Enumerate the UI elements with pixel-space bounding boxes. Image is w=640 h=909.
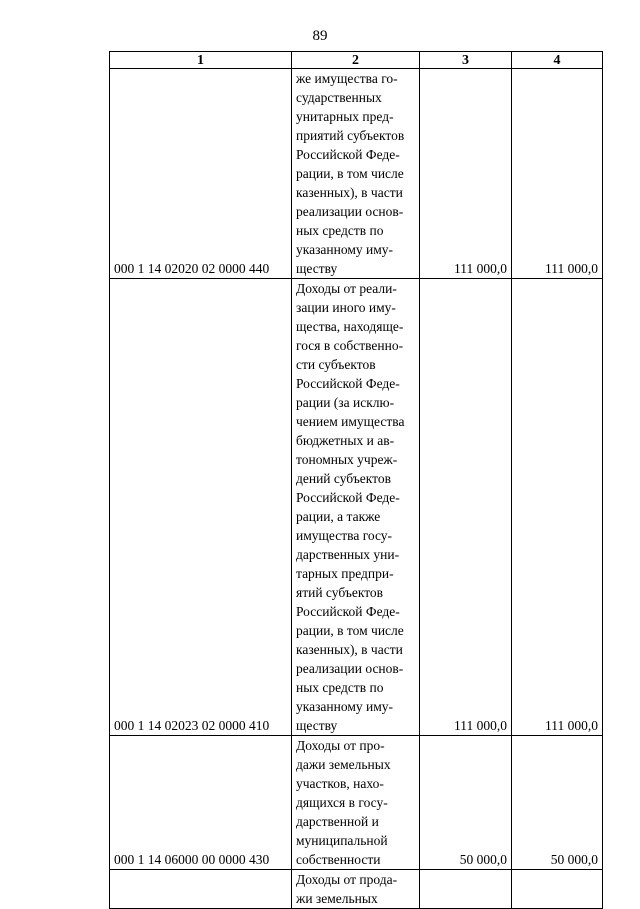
name-line: тарных предпри-	[296, 566, 394, 581]
name-line: дарственной и	[296, 814, 379, 829]
name-line: сударственных	[296, 90, 382, 105]
name-line: собственности	[296, 852, 381, 867]
name-line: Российской Феде-	[296, 376, 400, 391]
revenue-name-cell	[292, 279, 420, 736]
amount-cell-col3: 50 000,0	[420, 736, 512, 870]
name-line: дений субъектов	[296, 471, 392, 486]
name-line: Доходы от реали-	[296, 281, 397, 296]
revenue-code-cell: 000 1 14 02020 02 0000 440	[110, 69, 292, 279]
name-line: Российской Феде-	[296, 604, 400, 619]
name-line: рации, в том числе	[296, 623, 404, 638]
name-line: указанному иму-	[296, 699, 394, 714]
name-line: тономных учреж-	[296, 452, 398, 467]
name-line: Российской Феде-	[296, 490, 400, 505]
budget-revenue-table	[109, 51, 603, 909]
page-number: 89	[312, 28, 328, 44]
amount-cell-col3: 111 000,0	[420, 279, 512, 736]
table-row	[110, 870, 603, 909]
amount-cell-col4	[512, 870, 603, 909]
name-line: щества, находяще-	[296, 319, 404, 334]
name-line: ятий субъектов	[296, 585, 384, 600]
name-line: казенных), в части	[296, 185, 403, 200]
name-line: сти субъектов	[296, 357, 376, 372]
name-line: Доходы от прода-	[296, 872, 398, 887]
name-line: гося в собственно-	[296, 338, 404, 353]
name-line: дарственных уни-	[296, 547, 400, 562]
name-line: унитарных пред-	[296, 109, 394, 124]
name-line: рации (за исклю-	[296, 395, 395, 410]
name-line: чением имущества	[296, 414, 405, 429]
revenue-code-cell	[110, 870, 292, 909]
amount-cell-col3	[420, 870, 512, 909]
name-line: приятий субъектов	[296, 128, 405, 143]
name-line: казенных), в части	[296, 642, 403, 657]
column-header-2: 2	[292, 52, 420, 69]
name-line: ществу	[296, 718, 338, 733]
table-row	[110, 279, 603, 736]
amount-cell-col3: 111 000,0	[420, 69, 512, 279]
amount-cell-col4: 111 000,0	[512, 279, 603, 736]
name-line: жи земельных	[296, 891, 378, 906]
name-line: бюджетных и ав-	[296, 433, 395, 448]
revenue-code-cell: 000 1 14 02023 02 0000 410	[110, 279, 292, 736]
name-line: же имущества го-	[296, 71, 398, 86]
name-line: муниципальной	[296, 833, 388, 848]
column-header-1: 1	[110, 52, 292, 69]
name-line: участков, нахо-	[296, 776, 384, 791]
amount-cell-col4: 111 000,0	[512, 69, 603, 279]
name-line: дящихся в госу-	[296, 795, 388, 810]
name-line: реализации основ-	[296, 204, 404, 219]
name-line: Российской Феде-	[296, 147, 400, 162]
name-line: зации иного иму-	[296, 300, 396, 315]
table-row	[110, 69, 603, 279]
column-header-4: 4	[512, 52, 603, 69]
name-line: ных средств по	[296, 223, 384, 238]
name-line: указанному иму-	[296, 242, 394, 257]
revenue-name-cell	[292, 736, 420, 870]
name-line: дажи земельных	[296, 757, 391, 772]
revenue-name-cell	[292, 69, 420, 279]
revenue-code-cell: 000 1 14 06000 00 0000 430	[110, 736, 292, 870]
name-line: ных средств по	[296, 680, 384, 695]
name-line: имущества госу-	[296, 528, 393, 543]
name-line: реализации основ-	[296, 661, 404, 676]
name-line: рации, в том числе	[296, 166, 404, 181]
table-row	[110, 736, 603, 870]
column-header-3: 3	[420, 52, 512, 69]
name-line: рации, а также	[296, 509, 381, 524]
revenue-name-cell	[292, 870, 420, 909]
table-header-row	[110, 52, 603, 69]
name-line: ществу	[296, 261, 338, 276]
amount-cell-col4: 50 000,0	[512, 736, 603, 870]
name-line: Доходы от про-	[296, 738, 385, 753]
